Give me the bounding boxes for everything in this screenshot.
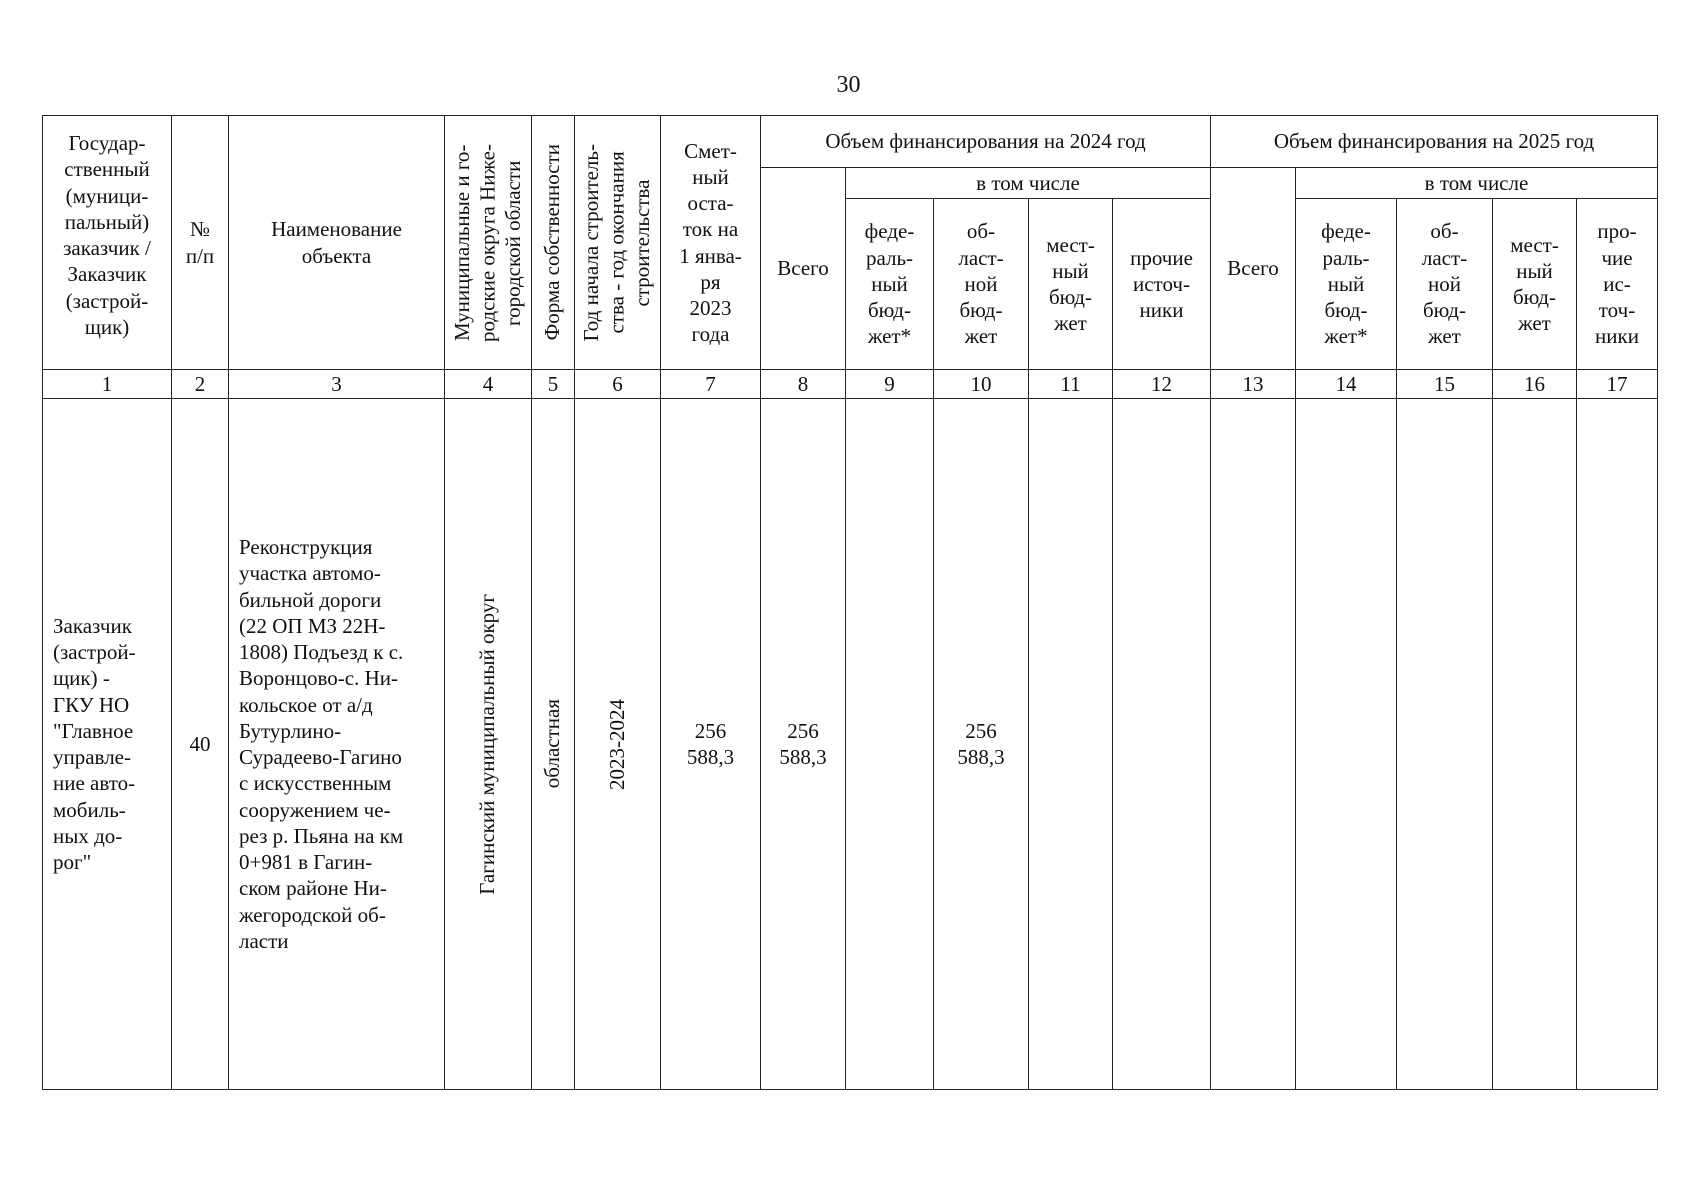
- text-line: сооружением че-: [239, 797, 391, 822]
- col-num-14: 14: [1296, 370, 1397, 399]
- text-line: бюд-: [868, 298, 911, 323]
- text-line: 1 янва-: [679, 243, 742, 268]
- header-total-2025: Всего: [1211, 168, 1296, 370]
- text-line: Государ-: [68, 131, 146, 155]
- text-line: Реконструкция: [239, 535, 373, 559]
- text-line: 1808) Подъезд к с.: [239, 640, 404, 664]
- header-including-2024: в том числе: [846, 168, 1211, 199]
- col-num-6: 6: [575, 370, 661, 399]
- text-line: рез р. Пьяна на км: [239, 823, 404, 848]
- text-line: кольское от а/д: [239, 692, 373, 717]
- header-balance: [661, 116, 761, 370]
- budget-table: [42, 115, 1658, 1090]
- text-line: жет: [1054, 311, 1087, 336]
- text-line: родские округа Ниже-: [475, 143, 500, 342]
- text-line: 256: [787, 718, 819, 743]
- text-line: про-: [1597, 219, 1637, 244]
- col-num-5: 5: [532, 370, 575, 399]
- header-federal-2024: [846, 199, 934, 370]
- header-total-2024: Всего: [761, 168, 846, 370]
- text-line: ники: [1595, 324, 1639, 349]
- text-line: ной: [1428, 271, 1461, 296]
- col-num-12: 12: [1113, 370, 1211, 399]
- text-line: ных до-: [53, 823, 123, 848]
- header-object-name: [229, 116, 445, 370]
- text-line: ный: [1516, 258, 1553, 283]
- header-other-2025: [1577, 199, 1658, 370]
- text-line: ГКУ НО: [53, 692, 130, 717]
- text-line: раль-: [1322, 245, 1370, 270]
- cell-other-2025: [1577, 399, 1658, 1090]
- header-municipality-text: [450, 144, 527, 342]
- text-line: чие: [1601, 245, 1633, 270]
- text-line: 0+981 в Гагин-: [239, 850, 373, 874]
- text-line: жет*: [1324, 324, 1368, 349]
- col-num-15: 15: [1397, 370, 1493, 399]
- text-line: бюд-: [1324, 298, 1368, 323]
- cell-federal-2025: [1296, 399, 1397, 1090]
- text-line: ный: [871, 271, 908, 296]
- text-line: ском районе Ни-: [239, 876, 387, 901]
- cell-total-2024: [761, 399, 846, 1090]
- text-line: бюд-: [959, 298, 1003, 323]
- text-line: источ-: [1133, 271, 1190, 296]
- text-line: жет: [964, 324, 998, 349]
- cell-customer: [43, 399, 172, 1090]
- header-including-2025: в том числе: [1296, 168, 1658, 199]
- text-line: Воронцово-с. Ни-: [239, 666, 398, 691]
- text-line: ный: [692, 164, 729, 189]
- col-num-1: 1: [43, 370, 172, 399]
- col-num-8: 8: [761, 370, 846, 399]
- text-line: рог": [53, 850, 92, 874]
- text-line: (муници-: [65, 183, 149, 208]
- text-line: прочие: [1130, 245, 1193, 270]
- text-line: ток на: [682, 217, 739, 242]
- text-line: об-: [1430, 219, 1459, 244]
- text-line: Наименование: [271, 217, 402, 242]
- text-line: Год начала строитель-: [579, 143, 604, 342]
- text-line: "Главное: [53, 718, 134, 743]
- text-line: бюд-: [1049, 285, 1092, 309]
- header-federal-2025: [1296, 199, 1397, 370]
- cell-total-2025: [1211, 399, 1296, 1090]
- text-line: года: [691, 322, 730, 347]
- header-years: [575, 116, 661, 370]
- text-line: (застрой-: [65, 288, 149, 313]
- cell-regional-2025: [1397, 399, 1493, 1090]
- text-line: Форма собственности: [540, 144, 565, 341]
- text-line: участка автомо-: [239, 561, 381, 586]
- table-row: [43, 399, 1658, 1090]
- header-years-text: [579, 144, 656, 342]
- text-line: заказчик /: [63, 236, 151, 260]
- cell-object-name: [229, 399, 445, 1090]
- header-regional-2025: [1397, 199, 1493, 370]
- text-line: Смет-: [684, 138, 737, 163]
- text-line: Сурадеево-Гагино: [239, 745, 402, 769]
- col-num-9: 9: [846, 370, 934, 399]
- text-line: мобиль-: [53, 797, 126, 822]
- text-line: Заказчик: [53, 613, 132, 638]
- text-line: 256: [694, 718, 727, 743]
- header-fin-2025: Объем финансирования на 2025 год: [1211, 116, 1658, 168]
- text-line: с искусственным: [239, 771, 392, 796]
- text-line: феде-: [1321, 219, 1371, 244]
- header-ownership: [532, 116, 575, 370]
- text-line: ственный: [64, 157, 150, 182]
- col-num-11: 11: [1029, 370, 1113, 399]
- text-line: мест-: [1510, 232, 1559, 257]
- text-line: №: [189, 217, 211, 242]
- text-line: (застрой-: [53, 640, 136, 664]
- col-num-10: 10: [934, 370, 1029, 399]
- header-municipality: [445, 116, 532, 370]
- text-line: точ-: [1598, 298, 1636, 323]
- text-line: 2023: [689, 296, 732, 320]
- text-line: строительства: [630, 178, 655, 306]
- cell-municipality: [445, 399, 532, 1090]
- cell-municipality-text: Гагинский муниципальный округ: [475, 593, 500, 895]
- text-line: оста-: [687, 191, 734, 215]
- text-line: управле-: [53, 745, 131, 769]
- text-line: об-: [966, 219, 996, 244]
- header-row-group: [43, 116, 1658, 168]
- page-number: 30: [836, 72, 861, 98]
- header-ownership-text: [540, 144, 566, 340]
- header-other-2024: [1113, 199, 1211, 370]
- text-line: ря: [700, 269, 721, 294]
- text-line: жет: [1518, 311, 1551, 336]
- text-line: ние авто-: [53, 771, 136, 796]
- text-line: жегородской об-: [239, 902, 386, 927]
- text-line: ники: [1139, 298, 1184, 323]
- text-line: бюд-: [1513, 285, 1556, 309]
- col-num-16: 16: [1493, 370, 1577, 399]
- header-number: [172, 116, 229, 370]
- text-line: городской области: [500, 159, 525, 326]
- col-num-13: 13: [1211, 370, 1296, 399]
- text-line: ласти: [239, 928, 289, 953]
- text-line: феде-: [864, 219, 915, 244]
- col-num-17: 17: [1577, 370, 1658, 399]
- text-line: Бутурлино-: [239, 718, 342, 743]
- cell-years: [575, 399, 661, 1090]
- header-local-2024: [1029, 199, 1113, 370]
- col-num-7: 7: [661, 370, 761, 399]
- cell-other-2024: [1113, 399, 1211, 1090]
- cell-local-2025: [1493, 399, 1577, 1090]
- text-line: бильной дороги: [239, 587, 382, 612]
- text-line: мест-: [1046, 232, 1095, 257]
- text-line: ства - год окончания: [604, 151, 629, 334]
- text-line: Муниципальные и го-: [449, 144, 474, 341]
- header-local-2025: [1493, 199, 1577, 370]
- text-line: жет: [1428, 324, 1461, 349]
- text-line: объекта: [301, 243, 372, 268]
- cell-years-text: 2023-2024: [604, 698, 629, 790]
- col-num-2: 2: [172, 370, 229, 399]
- text-line: ис-: [1603, 271, 1631, 296]
- text-line: 588,3: [686, 745, 735, 769]
- text-line: Заказчик: [67, 262, 147, 287]
- text-line: ный: [1327, 271, 1365, 296]
- text-line: п/п: [185, 243, 215, 268]
- text-line: 588,3: [779, 745, 827, 769]
- text-line: щик): [84, 314, 130, 339]
- cell-ownership: [532, 399, 575, 1090]
- text-line: бюд-: [1423, 298, 1466, 323]
- cell-number: 40: [172, 399, 229, 1090]
- column-numbers-row: [43, 370, 1658, 399]
- cell-local-2024: [1029, 399, 1113, 1090]
- text-line: ласт-: [1421, 245, 1468, 270]
- text-line: жет*: [867, 324, 912, 349]
- cell-federal-2024: [846, 399, 934, 1090]
- cell-regional-2024: [934, 399, 1029, 1090]
- text-line: пальный): [64, 209, 150, 234]
- text-line: (22 ОП МЗ 22Н-: [239, 613, 386, 638]
- col-num-3: 3: [229, 370, 445, 399]
- text-line: ный: [1052, 258, 1089, 283]
- text-line: ной: [964, 271, 998, 296]
- text-line: раль-: [865, 245, 914, 270]
- cell-balance: [661, 399, 761, 1090]
- text-line: ласт-: [958, 245, 1004, 270]
- header-fin-2024: Объем финансирования на 2024 год: [761, 116, 1211, 168]
- text-line: щик) -: [53, 666, 110, 691]
- col-num-4: 4: [445, 370, 532, 399]
- text-line: 588,3: [957, 745, 1005, 769]
- header-customer: [43, 116, 172, 370]
- header-regional-2024: [934, 199, 1029, 370]
- cell-ownership-text: областная: [540, 699, 565, 789]
- text-line: 256: [965, 718, 997, 743]
